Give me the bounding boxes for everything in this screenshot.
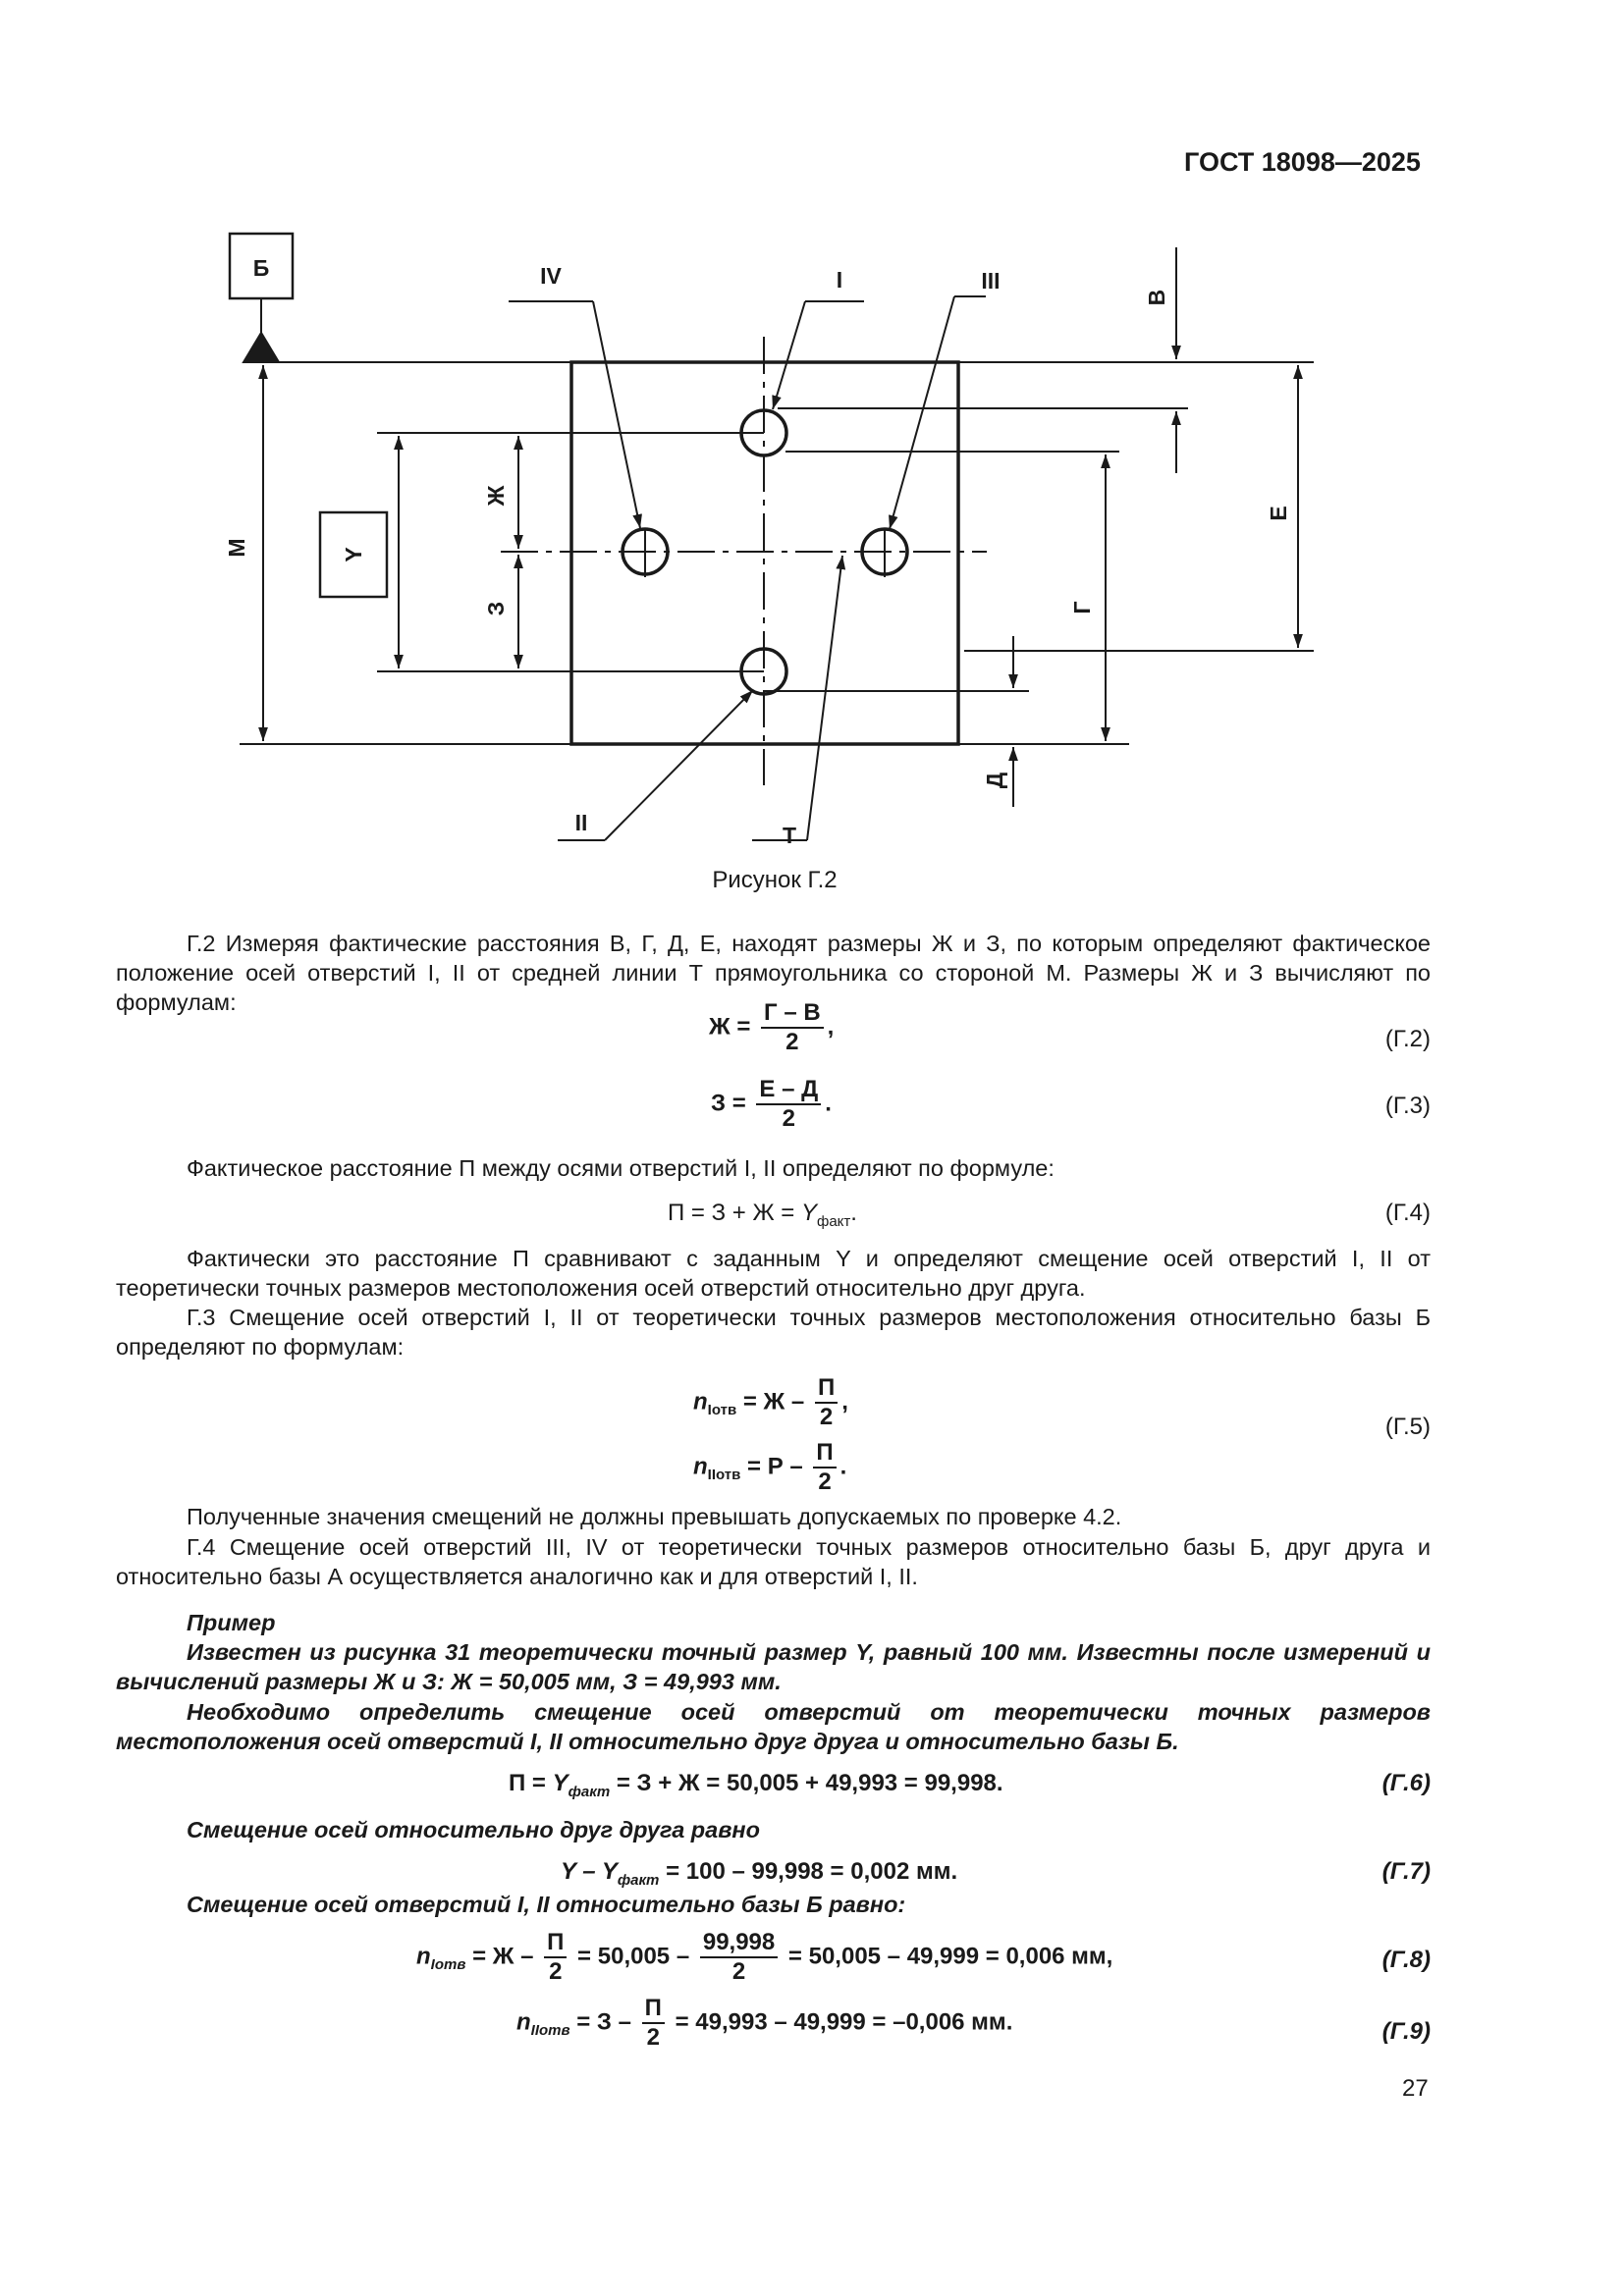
label-v: В — [1144, 289, 1169, 306]
equation-number-g5: (Г.5) — [1384, 1414, 1431, 1440]
paragraph-g4: Г.4 Смещение осей отверстий III, IV от теоретически точных размеров относительно базы Б, друг друга и относительно базы А осуществляется аналогично как и для отверстий I, II. — [116, 1534, 1431, 1589]
label-base: Б — [252, 255, 270, 281]
label-m: М — [224, 538, 249, 558]
equation-number: (Г.3) — [1384, 1093, 1431, 1119]
label-ii: II — [574, 810, 588, 835]
equation-number: (Г.2) — [1384, 1026, 1431, 1052]
paragraph-limits: Полученные значения смещений не должны превышать допускаемых по проверке 4.2. — [187, 1504, 1122, 1529]
label-y-box: Y — [341, 547, 366, 562]
label-d: Д — [982, 772, 1007, 789]
example-task: Необходимо определить смещение осей отверстий от теоретически точных размеров местоположения осей отверстий I, II относительно друг друга и относительно базы Б. — [116, 1699, 1431, 1754]
equation-number: (Г.8) — [1381, 1947, 1431, 1973]
figure-caption: Рисунок Г.2 — [712, 867, 838, 893]
example-given: Известен из рисунка 31 теоретически точный размер Y, равный 100 мм. Известны после измерений и вычислений размеры Ж и З: Ж = 50,005 мм, З = 49,993 мм. — [116, 1639, 1431, 1694]
label-zh: Ж — [483, 485, 509, 507]
page-number: 27 — [1402, 2075, 1429, 2102]
equation-number: (Г.7) — [1381, 1858, 1431, 1885]
label-iv: IV — [540, 263, 562, 289]
label-e: Е — [1266, 506, 1291, 521]
equation-number: (Г.4) — [1384, 1200, 1431, 1226]
example-relative: Смещение осей относительно друг друга равно — [187, 1817, 760, 1842]
paragraph-compare: Фактически это расстояние П сравнивают с заданным Y и определяют смещение осей отверстий I, II от теоретически точных размеров местоположения осей отверстий относительно друг друга. — [116, 1246, 1431, 1301]
paragraph-g3: Г.3 Смещение осей отверстий I, II от теоретически точных размеров местоположения относительно базы Б определяют по формулам: — [116, 1305, 1431, 1360]
equation-number: (Г.9) — [1381, 2018, 1431, 2045]
label-g: Г — [1069, 601, 1095, 614]
base-triangle — [244, 333, 279, 362]
label-t: T — [782, 823, 797, 848]
label-i: I — [836, 267, 843, 293]
label-iii: III — [981, 268, 1001, 294]
standard-designation: ГОСТ 18098—2025 — [1184, 147, 1421, 177]
paragraph-distance: Фактическое расстояние П между осями отверстий I, II определяют по формуле: — [187, 1155, 1055, 1181]
example-base: Смещение осей отверстий I, II относительно базы Б равно: — [187, 1892, 906, 1917]
equation-number: (Г.6) — [1381, 1770, 1431, 1796]
label-z: З — [483, 601, 509, 616]
example-title: Пример — [187, 1610, 276, 1635]
paragraph-g2: Г.2 Измеряя фактические расстояния В, Г, Д, Е, находят размеры Ж и З, по которым определяют фактическое положение осей отверстий I, II от средней линии Т прямоугольника со стороной М. Размеры Ж и З вычисляют по формулам: — [116, 931, 1431, 1015]
technical-drawing — [0, 0, 1624, 883]
